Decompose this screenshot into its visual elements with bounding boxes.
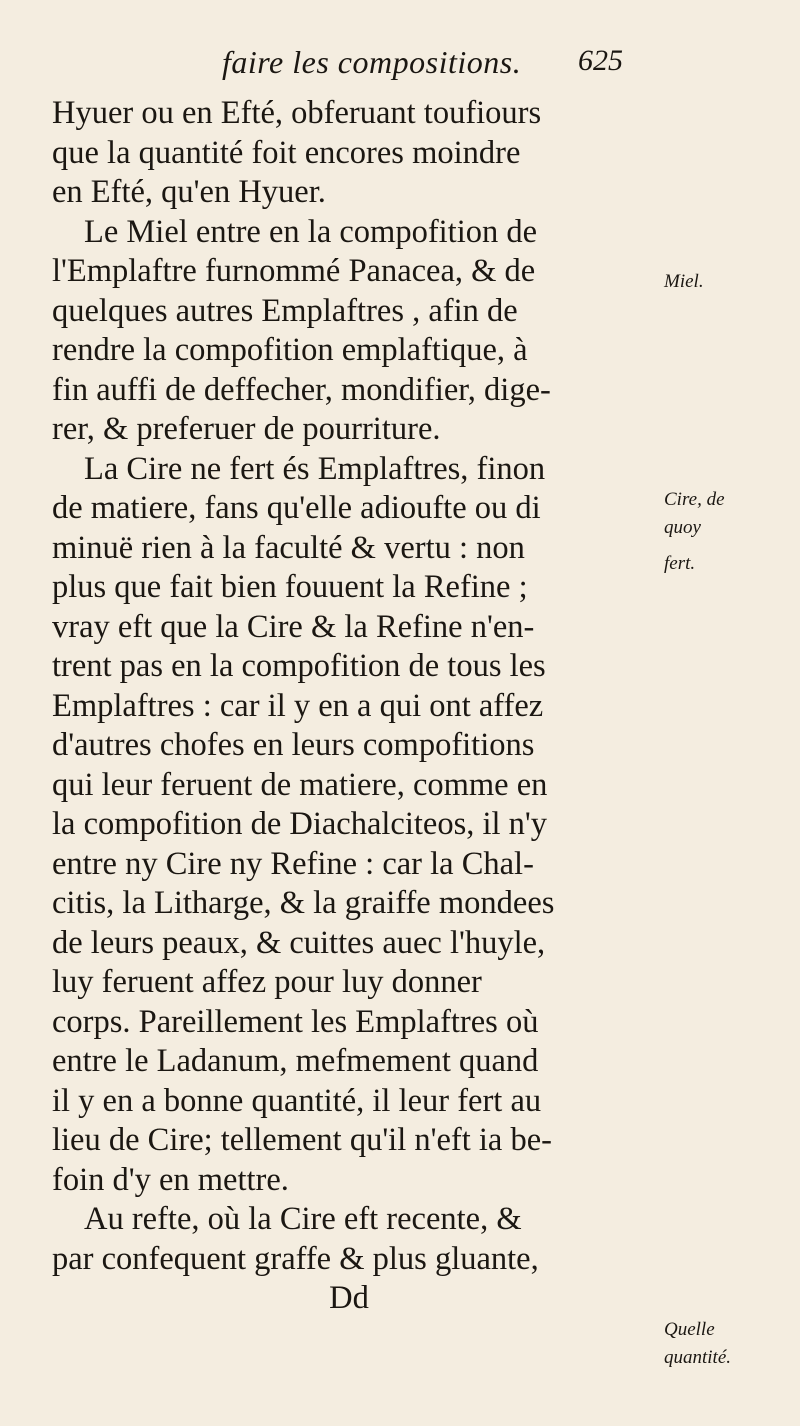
text-line: que la quantité foit encores moindre <box>52 134 521 171</box>
text-line: en Efté, qu'en Hyuer. <box>52 174 326 210</box>
text-line: de matiere, fans qu'elle adioufte ou di <box>52 490 541 526</box>
text-line: trent pas en la compofition de tous les <box>52 648 546 684</box>
text-line: citis, la Litharge, & la graiffe mondees <box>52 885 555 921</box>
text-line: fin auffi de deffecher, mondifier, dige- <box>52 371 551 408</box>
margin-note-quelle-line-1: Quelle <box>664 1319 715 1340</box>
text-line: qui leur feruent de matiere, comme en <box>52 766 548 803</box>
margin-note-cire-line-3: fert. <box>664 553 696 574</box>
margin-note-quelle-line-2: quantité. <box>664 1347 732 1368</box>
body-text <box>52 94 646 1319</box>
text-line: La Cire ne fert és Emplaftres, finon <box>84 450 546 487</box>
signature-mark: Dd <box>329 1280 369 1316</box>
text-line: la compofition de Diachalciteos, il n'y <box>52 806 548 842</box>
text-line: l'Emplaftre furnommé Panacea, & de <box>52 253 536 289</box>
text-line: Hyuer ou en Efté, obferuant toufiours <box>52 95 542 131</box>
text-line: vray eft que la Cire & la Refine n'en- <box>52 608 535 645</box>
text-line: il y en a bonne quantité, il leur fert au <box>52 1082 542 1119</box>
text-line: lieu de Cire; tellement qu'il n'eft ia be- <box>52 1122 552 1158</box>
text-line: luy feruent affez pour luy donner <box>52 964 482 1000</box>
text-line: rer, & preferuer de pourriture. <box>52 411 441 447</box>
text-line: d'autres chofes en leurs compofitions <box>52 727 535 763</box>
text-line: de leurs peaux, & cuittes auec l'huyle, <box>52 924 546 961</box>
text-line: foin d'y en mettre. <box>52 1161 289 1198</box>
page-number: 625 <box>578 44 623 77</box>
margin-note-miel: Miel. <box>664 271 704 292</box>
text-line: plus que fait bien fouuent la Refine ; <box>52 569 528 605</box>
text-line: par confequent graffe & plus gluante, <box>52 1240 539 1277</box>
text-line: quelques autres Emplaftres , afin de <box>52 292 518 329</box>
text-line: minuë rien à la faculté & vertu : non <box>52 529 525 566</box>
text-line: Le Miel entre en la compofition de <box>84 213 538 250</box>
text-line: corps. Pareillement les Emplaftres où <box>52 1003 539 1040</box>
page-header <box>0 42 800 92</box>
text-line: entre le Ladanum, mefmement quand <box>52 1043 539 1079</box>
text-line: entre ny Cire ny Refine : car la Chal- <box>52 845 534 882</box>
text-line: Au refte, où la Cire eft recente, & <box>84 1201 522 1237</box>
text-line: Emplaftres : car il y en a qui ont affez <box>52 687 544 724</box>
running-head: faire les compositions. <box>222 44 522 80</box>
text-line: rendre la compofition emplaftique, à <box>52 332 528 368</box>
margin-note-cire-line-1: Cire, de <box>664 489 725 510</box>
margin-note-cire-line-2: quoy <box>664 517 701 538</box>
